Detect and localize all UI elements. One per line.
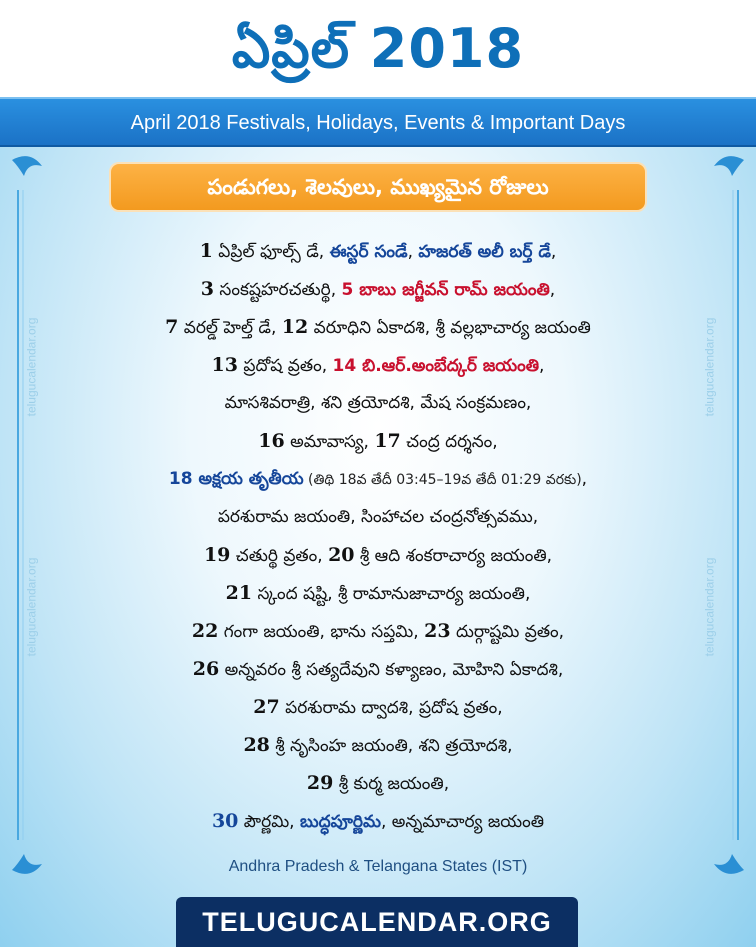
event-text: వరల్డ్ హెల్త్ డే, [178, 318, 282, 338]
event-text: 19 [203, 544, 231, 566]
right-ornament-border [696, 150, 756, 880]
event-text: 14 బి.ఆర్.అంబేద్కర్ జయంతి [332, 356, 540, 376]
event-text: మాసశివరాత్రి, శని త్రయోదశి, మేష సంక్రమణం, [224, 393, 532, 413]
event-text: 23 [424, 620, 451, 642]
event-text: 17 [374, 430, 401, 452]
event-text: 26 [192, 658, 220, 680]
event-text: స్కంద షష్టి, శ్రీ రామానుజాచార్య జయంతి, [252, 584, 531, 604]
event-text: 18 అక్షయ తృతీయ [168, 469, 304, 489]
event-text: అన్నవరం శ్రీ సత్యదేవుని కళ్యాణం, మోహిని ఏకాదశి, [219, 660, 564, 680]
event-text: 29 [306, 772, 334, 794]
event-text: శ్రీ ఆది శంకరాచార్య జయంతి, [354, 546, 553, 566]
event-text: ప్రదోష వ్రతం, [237, 356, 333, 376]
event-text: హజరత్ అలీ బర్త్ డే [418, 242, 551, 262]
watermark-left: telugucalendar.org [24, 557, 39, 657]
subtitle-bar: April 2018 Festivals, Holidays, Events & Important Days [0, 97, 756, 147]
event-text: 7 [165, 316, 179, 338]
event-line [60, 726, 696, 764]
event-line [60, 688, 696, 726]
event-text: వరూధిని ఏకాదశి, శ్రీ వల్లభాచార్య జయంతి [308, 318, 591, 338]
event-line [60, 498, 696, 536]
event-text: పరశురామ ద్వాదశి, ప్రదోష వ్రతం, [279, 698, 503, 718]
event-line [60, 270, 696, 308]
event-text: శ్రీ నృసింహ జయంతి, శని త్రయోదశి, [269, 736, 513, 756]
event-text: 12 [281, 316, 309, 338]
event-text: 28 [243, 734, 270, 756]
event-text: శ్రీ కుర్మ జయంతి, [333, 774, 450, 794]
event-text: , అన్నమాచార్య జయంతి [380, 812, 545, 832]
event-text: , [407, 242, 419, 262]
event-line [60, 232, 696, 270]
event-text: 30 [211, 810, 239, 832]
event-text: దుర్గాష్టమి వ్రతం, [450, 622, 565, 642]
site-logo-banner[interactable]: TELUGUCALENDAR.ORG [176, 897, 578, 947]
event-line [60, 764, 696, 802]
event-line [60, 346, 696, 384]
event-text: బుద్ధపూర్ణిమ [300, 812, 381, 832]
watermark-right: telugucalendar.org [702, 557, 717, 657]
event-line [60, 384, 696, 422]
event-text: 13 [211, 354, 238, 376]
event-text: 3 [200, 278, 215, 300]
event-text: 22 [191, 620, 219, 642]
event-text: పరశురామ జయంతి, సింహాచల చంద్రనోత్సవము, [217, 507, 539, 527]
event-line [60, 574, 696, 612]
event-line [60, 422, 696, 460]
watermark-right: telugucalendar.org [702, 317, 717, 417]
event-text: 27 [253, 696, 280, 718]
event-text: 16 [258, 430, 285, 452]
event-line [60, 802, 696, 840]
event-text: అమావాస్య, [284, 432, 375, 452]
event-text: (తిథి 18వ తేదీ 03:45–19వ తేదీ 01:29 వరకు) [303, 472, 582, 488]
events-list [60, 232, 696, 840]
event-text: 20 [328, 544, 355, 566]
event-text: 5 బాబు జగ్జీవన్ రామ్ జయంతి [341, 280, 550, 300]
event-text: చంద్ర దర్శనం, [400, 432, 498, 452]
event-line [60, 308, 696, 346]
event-text: పౌర్ణమి, [238, 812, 300, 832]
event-text: ఏప్రిల్ ఫూల్స్ డే, [212, 242, 330, 262]
event-line [60, 536, 696, 574]
region-note: Andhra Pradesh & Telangana States (IST) [228, 858, 528, 875]
event-text: 21 [225, 582, 253, 604]
event-text: , [539, 356, 545, 376]
section-banner: పండుగలు, శెలవులు, ముఖ్యమైన రోజులు [109, 162, 647, 212]
event-text: , [549, 280, 556, 300]
event-text: , [581, 469, 588, 489]
event-text: గంగా జయంతి, భాను సప్తమి, [218, 622, 425, 642]
event-text: సంకష్టహరచతుర్థి, [214, 280, 342, 300]
event-text: ఈస్టర్ సండే [329, 242, 408, 262]
event-text: చతుర్థి వ్రతం, [230, 546, 329, 566]
event-line [60, 460, 696, 498]
event-line [60, 650, 696, 688]
page-header [0, 0, 756, 97]
watermark-left: telugucalendar.org [24, 317, 39, 417]
event-text: , [550, 242, 557, 262]
event-text: 1 [199, 240, 213, 262]
event-line [60, 612, 696, 650]
left-ornament-border [0, 150, 60, 880]
page-title: ఏప్రిల్ 2018 [231, 17, 525, 80]
